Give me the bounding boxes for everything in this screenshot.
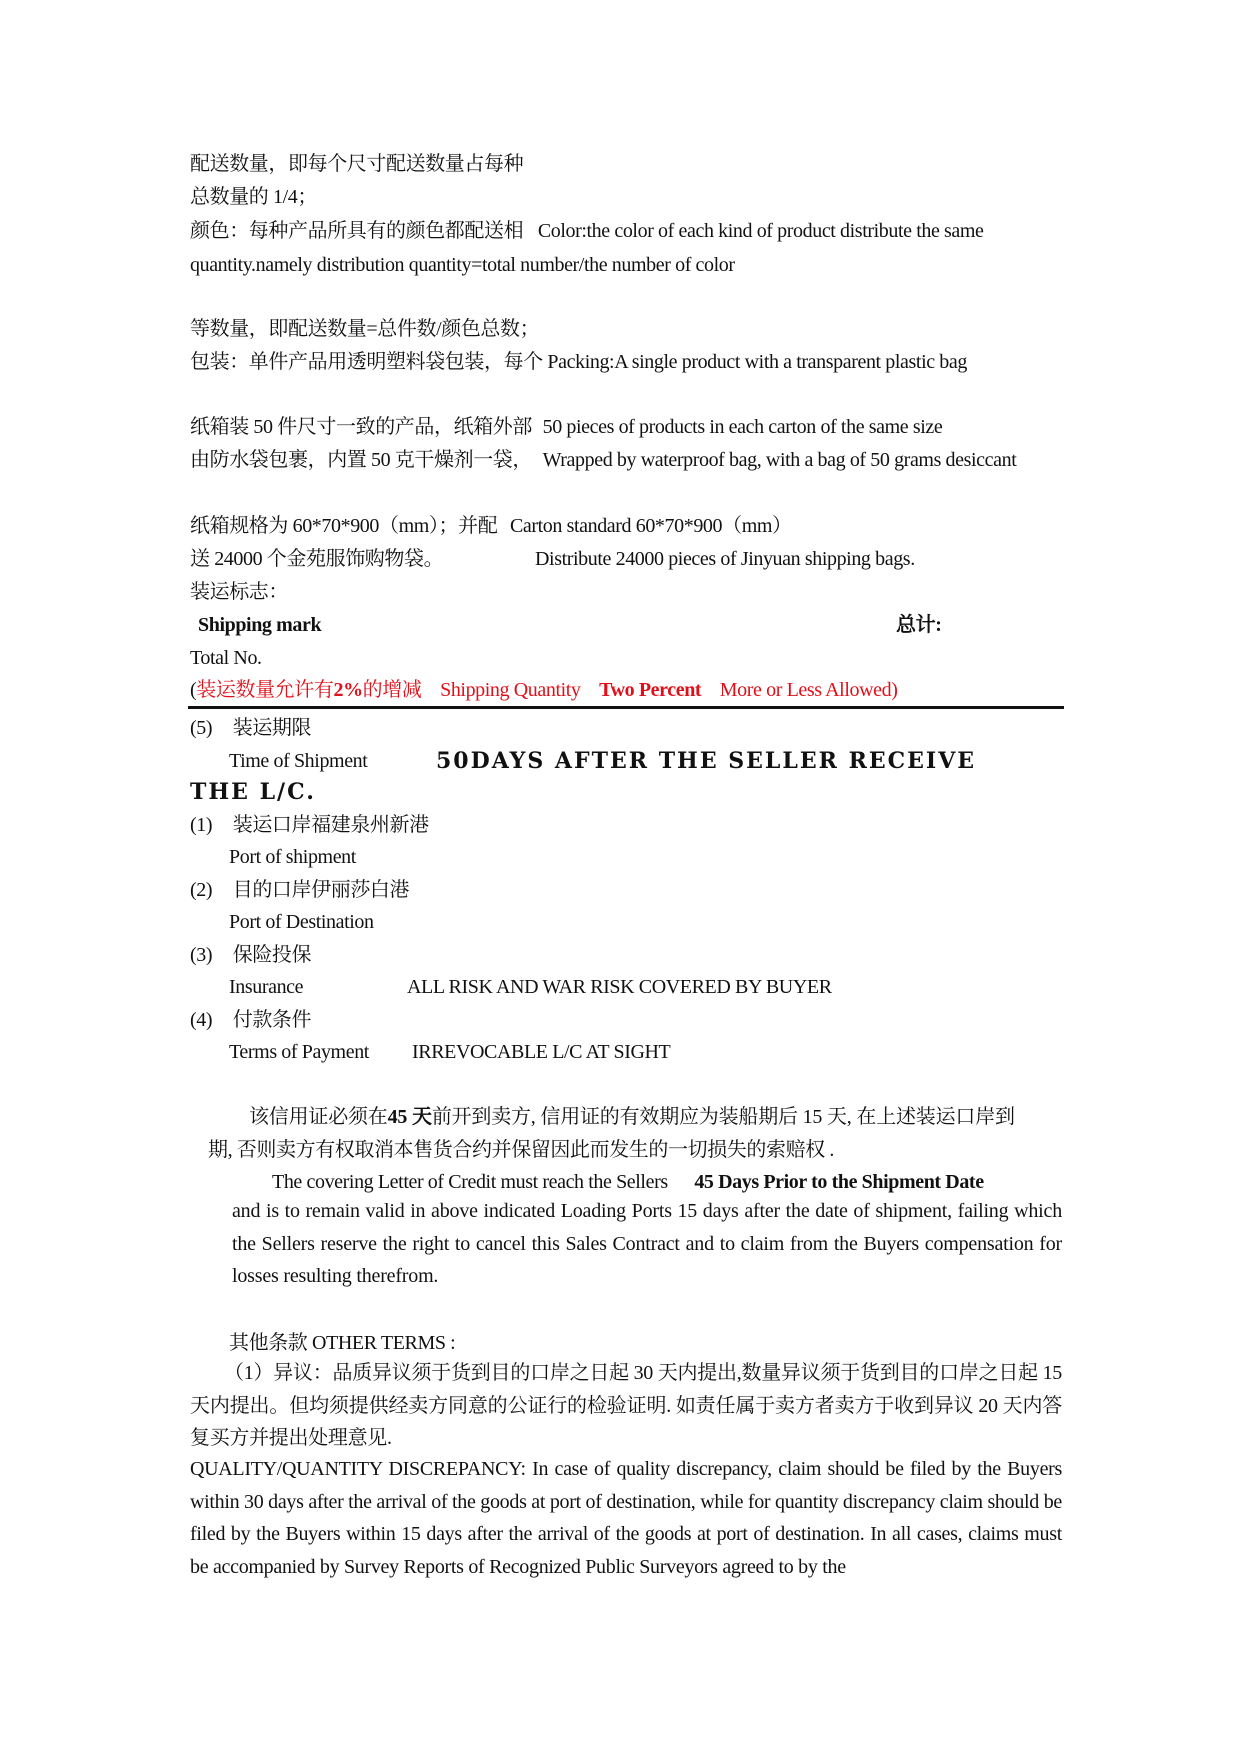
- allowance-cn: 装运数量允许有: [196, 679, 334, 701]
- term-en: Insurance: [229, 976, 304, 998]
- shipping-mark-label: Shipping mark: [198, 614, 322, 636]
- lc-en-paragraph: and is to remain valid in above indicated Loading Ports 15 days after the date of shipment, failing which the Sellers reserve the right to cancel this Sales Contract and to claim from the Buyers compensation for losses resulting therefrom.: [232, 1200, 1062, 1287]
- text-line: [190, 511, 792, 541]
- carton-cn: 纸箱装 50 件尺寸一致的产品，纸箱外部: [190, 416, 532, 438]
- packing-cn: 包装：单件产品用透明塑料袋包装，每个: [190, 351, 543, 373]
- divider: [188, 706, 1064, 709]
- term-number: (1): [190, 814, 213, 836]
- allowance-cn-2: 的增减: [362, 679, 422, 701]
- text-line: quantity.namely distribution quantity=total number/the number of color: [190, 254, 735, 276]
- term-en: Port of Destination: [229, 911, 374, 933]
- discrepancy-en: QUALITY/QUANTITY DISCREPANCY: In case of quality discrepancy, claim should be filed by the Buyers within 30 days after the arrival of the goods at port of destination, while for quantity discrepancy claim should be filed by the Buyers within 15 days after the arrival of the goods at port of destination. In all cases, claims must be accompanied by Survey Reports of Recognized Public Surveyors agreed to by the: [190, 1458, 1062, 1578]
- text-line: [190, 412, 942, 442]
- color-cn: 颜色：每种产品所具有的颜色都配送相: [190, 220, 524, 242]
- paren: (: [190, 679, 197, 701]
- total-label: 总计:: [896, 614, 942, 636]
- lc-en-pre: The covering Letter of Credit must reach the Sellers: [272, 1171, 668, 1193]
- allowance-en-2: More or Less Allowed): [719, 679, 898, 701]
- term-cn: 保险投保: [232, 944, 312, 966]
- packing-en: Packing:A single product with a transparent plastic bag: [547, 351, 967, 373]
- quantity-allowance: [190, 675, 897, 705]
- term-en: Time of Shipment: [229, 750, 368, 772]
- term-2: [190, 875, 409, 905]
- allowance-percent: 2%: [333, 679, 363, 701]
- term-number: (4): [190, 1009, 213, 1031]
- text-line: [190, 445, 1016, 475]
- lc-cn-line-2: 期, 否则卖方有权取消本售货合约并保留因此而发生的一切损失的索赔权 .: [208, 1139, 834, 1161]
- term-4: [190, 1005, 311, 1035]
- text-line: Distribute 24000 pieces of Jinyuan shipping bags.: [535, 548, 915, 570]
- lc-cn-bold: 45 天: [387, 1106, 432, 1128]
- text-line: 总数量的 1/4；: [190, 186, 317, 208]
- wrap-cn: 由防水袋包裹，内置 50 克干燥剂一袋，: [190, 449, 532, 471]
- term-en: Port of shipment: [229, 846, 356, 868]
- text-line: Total No.: [190, 647, 262, 669]
- lc-cn-pre: 该信用证必须在: [249, 1106, 388, 1128]
- carton-size-en: Carton standard 60*70*900（mm）: [509, 515, 792, 537]
- text-line: [190, 216, 984, 246]
- insurance-value: ALL RISK AND WAR RISK COVERED BY BUYER: [407, 976, 832, 998]
- term-cn: 付款条件: [232, 1009, 312, 1031]
- shipment-time-value-2: THE L/C.: [190, 779, 316, 805]
- term-number: (2): [190, 879, 213, 901]
- lc-en-bold: 45 Days Prior to the Shipment Date: [694, 1171, 984, 1193]
- lc-en-line-1: [272, 1167, 984, 1197]
- allowance-en-bold: Two Percent: [599, 679, 702, 701]
- carton-size-cn: 纸箱规格为 60*70*900（mm）；并配: [190, 515, 498, 537]
- allowance-en: Shipping Quantity: [440, 679, 581, 701]
- text-line: 装运标志：: [190, 581, 288, 603]
- text-line: 送 24000 个金苑服饰购物袋。: [190, 548, 444, 570]
- term-number: (5): [190, 717, 213, 739]
- other-terms-heading: 其他条款 OTHER TERMS :: [229, 1332, 456, 1354]
- term-number: (3): [190, 944, 213, 966]
- text-line: 配送数量，即每个尺寸配送数量占每种: [190, 153, 524, 175]
- color-en: Color:the color of each kind of product distribute the same: [537, 220, 984, 242]
- wrap-en: Wrapped by waterproof bag, with a bag of 50 grams desiccant: [542, 449, 1017, 471]
- term-cn: 装运口岸福建泉州新港: [232, 814, 429, 836]
- term-en: Terms of Payment: [229, 1041, 369, 1063]
- lc-cn-post: 前开到卖方, 信用证的有效期应为装船期后 15 天, 在上述装运口岸到: [431, 1106, 1015, 1128]
- payment-value: IRREVOCABLE L/C AT SIGHT: [412, 1041, 671, 1063]
- term-5: [190, 713, 311, 743]
- text-line: 等数量，即配送数量=总件数/颜色总数；: [190, 318, 540, 340]
- carton-en: 50 pieces of products in each carton of the same size: [542, 416, 943, 438]
- term-3: [190, 940, 311, 970]
- text-line: [190, 347, 967, 377]
- shipment-time-value: 50DAYS AFTER THE SELLER RECEIVE: [436, 748, 977, 774]
- term-1: [190, 810, 429, 840]
- lc-cn-line-1: [249, 1102, 1015, 1132]
- discrepancy-cn: （1）异议：品质异议须于货到目的口岸之日起 30 天内提出,数量异议须于货到目的口岸之日起 15 天内提出。但均须提供经卖方同意的公证行的检验证明. 如责任属于卖方者卖方于收到异议 20 天内答复买方并提出处理意见.: [190, 1362, 1062, 1449]
- term-cn: 目的口岸伊丽莎白港: [232, 879, 410, 901]
- term-cn: 装运期限: [232, 717, 312, 739]
